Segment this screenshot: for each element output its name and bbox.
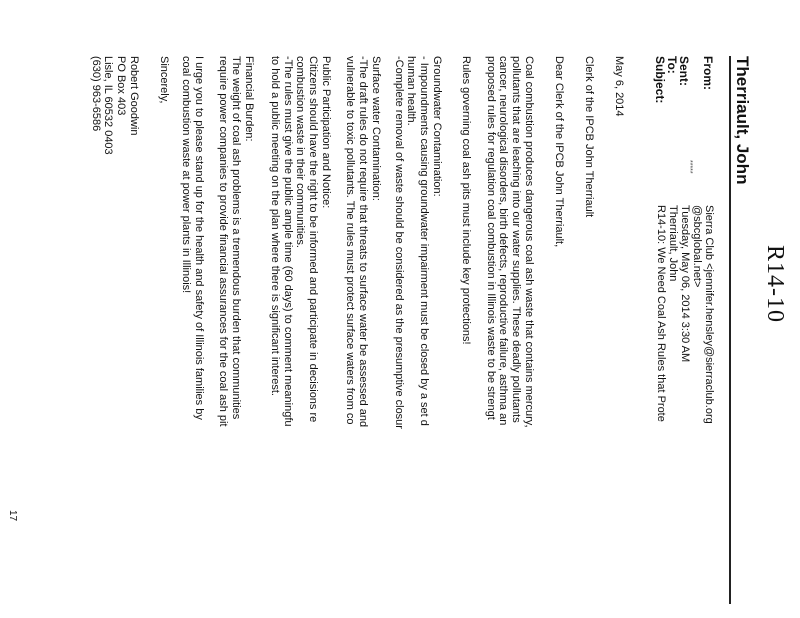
section-line: to hold a public meeting on the plan where there is significant interest. [268, 56, 281, 396]
signature-name: Robert Goodwin [128, 56, 140, 136]
closing-paragraph [179, 56, 205, 420]
financial-section [217, 56, 255, 427]
sender-name: Therriault, John [733, 56, 752, 185]
section-line: -The rules must give the public ample time (60 days) to comment meaningfu [281, 56, 294, 427]
recipient-line: Clerk of the IPCB John Therriault [583, 56, 595, 218]
letter-date: May 6, 2014 [613, 56, 625, 117]
groundwater-section [392, 56, 443, 429]
section-heading: Groundwater Contamination: [431, 56, 443, 197]
closing-line: I urge you to please stand up for the health and safety of Illinois families by [193, 56, 205, 420]
section-line: - Impoundments causing groundwater impairment must be closed by a set d [418, 56, 431, 426]
to-value: Therriault, John [667, 205, 679, 282]
signature-block [89, 56, 140, 155]
section-line: -Complete removal of waste should be considered as the presumptive closur [392, 56, 405, 429]
intro-line: Coal combustion produces dangerous coal ash waste that contains mercury, [523, 56, 535, 428]
from-label: From: [701, 56, 715, 90]
to-label: To: [665, 56, 679, 74]
intro-line: proposed rules for regulation coal combustion in Illinois waste to be strengt [484, 56, 497, 420]
rules-line: Rules governing coal ash pits must include key protections! [460, 56, 472, 345]
section-line: -The draft rules do not require that threats to surface water be assessed and [357, 56, 370, 428]
signature-line: Lisle, IL 60532 0403 [102, 56, 115, 155]
section-line: The weight of coal ash problems is a tremendous burden that communities [230, 56, 243, 420]
intro-line: pollutants that are leaching into our water supplies. These deadly pollutants [510, 56, 523, 423]
section-line: human health. [405, 56, 418, 126]
salutation: Dear Clerk of the IPCB John Therriault, [553, 56, 565, 248]
signature-line: PO Box 403 [115, 56, 128, 116]
section-line: vulnerable to toxic pollutants. The rules must protect surface waters from co [344, 56, 357, 425]
signature-phone: (630) 963-6586 [89, 56, 102, 132]
subject-value: R14-10: We Need Coal Ash Rules that Prote [655, 205, 667, 422]
section-heading: Financial Burden: [243, 56, 255, 142]
section-line: combustion waste in their communities. [294, 56, 307, 248]
section-heading: Public Participation and Notice: [320, 56, 332, 209]
sent-value: Tuesday, May 06, 2014 3:30 AM [679, 205, 691, 363]
from-value-continued: @sbcglobal.net> [691, 205, 703, 288]
header-divider [729, 56, 731, 604]
docket-reference: R14-10 [762, 245, 788, 323]
intro-line: cancer, neurological disorders, birth defects, reproductive failure, asthma an [497, 56, 510, 426]
intro-paragraph [484, 56, 535, 428]
participation-section [268, 56, 332, 427]
section-heading: Surface water Contamination: [370, 56, 382, 201]
page-number: 17 [7, 510, 18, 522]
signoff: Sincerely, [158, 56, 170, 104]
sent-label: Sent: [677, 56, 691, 86]
section-line: Citizens should have the right to be informed and participate in decisions re [307, 56, 320, 423]
from-value: Sierra Club <jennifer.hensley@sierraclub.org [703, 205, 715, 424]
surface-water-section [344, 56, 382, 427]
closing-line: coal combustion waste at power plants in Illinois! [180, 56, 193, 294]
subject-label: Subject: [653, 56, 667, 104]
redaction-stamp: ***** [686, 160, 693, 174]
section-line: require power companies to provide financial assurances for the coal ash pit [217, 56, 230, 427]
